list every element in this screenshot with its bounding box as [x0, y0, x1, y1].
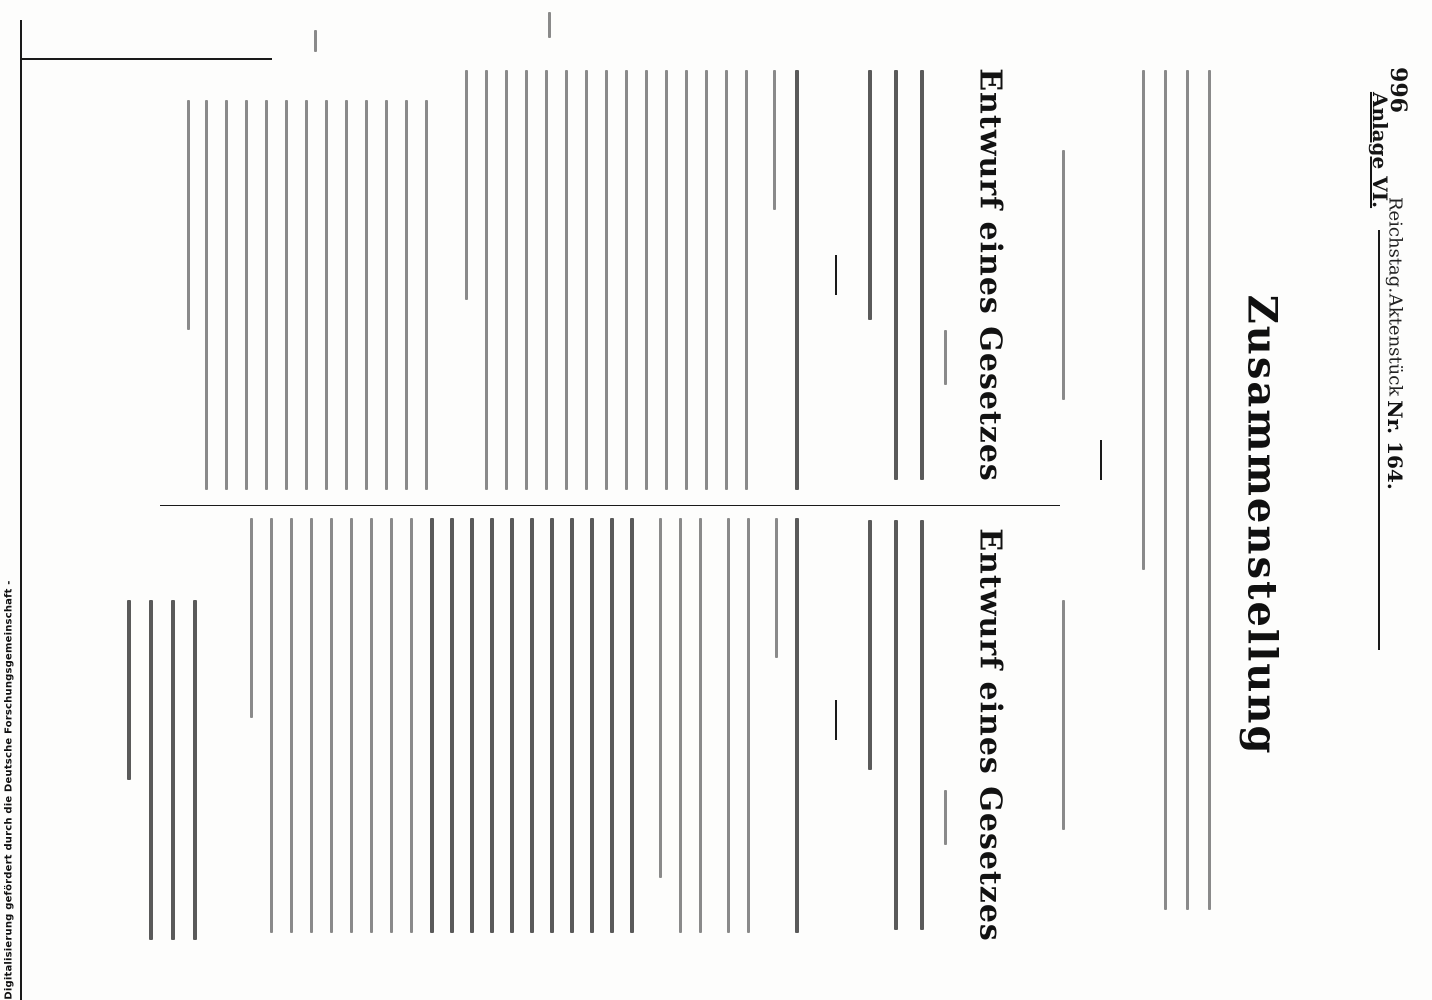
margin-note-a — [290, 30, 340, 55]
header-reichstag: Reichstag. — [1384, 196, 1406, 294]
right-betreffend — [940, 790, 952, 850]
margin-top-rule — [22, 58, 272, 60]
page-number: 996 — [1385, 67, 1411, 113]
header-aktenstueck: Aktenstück — [1384, 293, 1406, 397]
separator-top — [1100, 440, 1102, 480]
header-number: Nr. 164. — [1383, 400, 1407, 490]
margin-note-b — [540, 12, 560, 42]
intro-paragraph — [1130, 70, 1220, 930]
column-divider — [160, 505, 1060, 506]
main-title: Zusammenstellung — [1238, 294, 1286, 756]
draft-title-left: Entwurf eines Gesetzes — [972, 68, 1008, 482]
left-betreffend — [940, 330, 952, 390]
left-separator — [835, 255, 837, 295]
draft-title-right: Entwurf eines Gesetzes — [972, 528, 1008, 942]
left-column-body — [455, 70, 815, 500]
dfg-credit: Digitalisierung gefördert durch die Deutsche Forschungsgemeinschaft - — [3, 580, 15, 1000]
right-column-note — [115, 600, 205, 950]
right-column-subheading — [1058, 600, 1070, 840]
right-draft-subtitle — [850, 520, 930, 940]
right-column-body — [230, 518, 815, 943]
right-separator — [835, 700, 837, 740]
left-column-section-3 — [185, 100, 445, 500]
left-column-subheading — [1058, 150, 1070, 410]
left-draft-subtitle — [850, 70, 930, 490]
header-rule — [1378, 230, 1380, 650]
appendix-label: Anlage VI. — [1368, 91, 1392, 209]
margin-rule — [20, 20, 22, 1000]
